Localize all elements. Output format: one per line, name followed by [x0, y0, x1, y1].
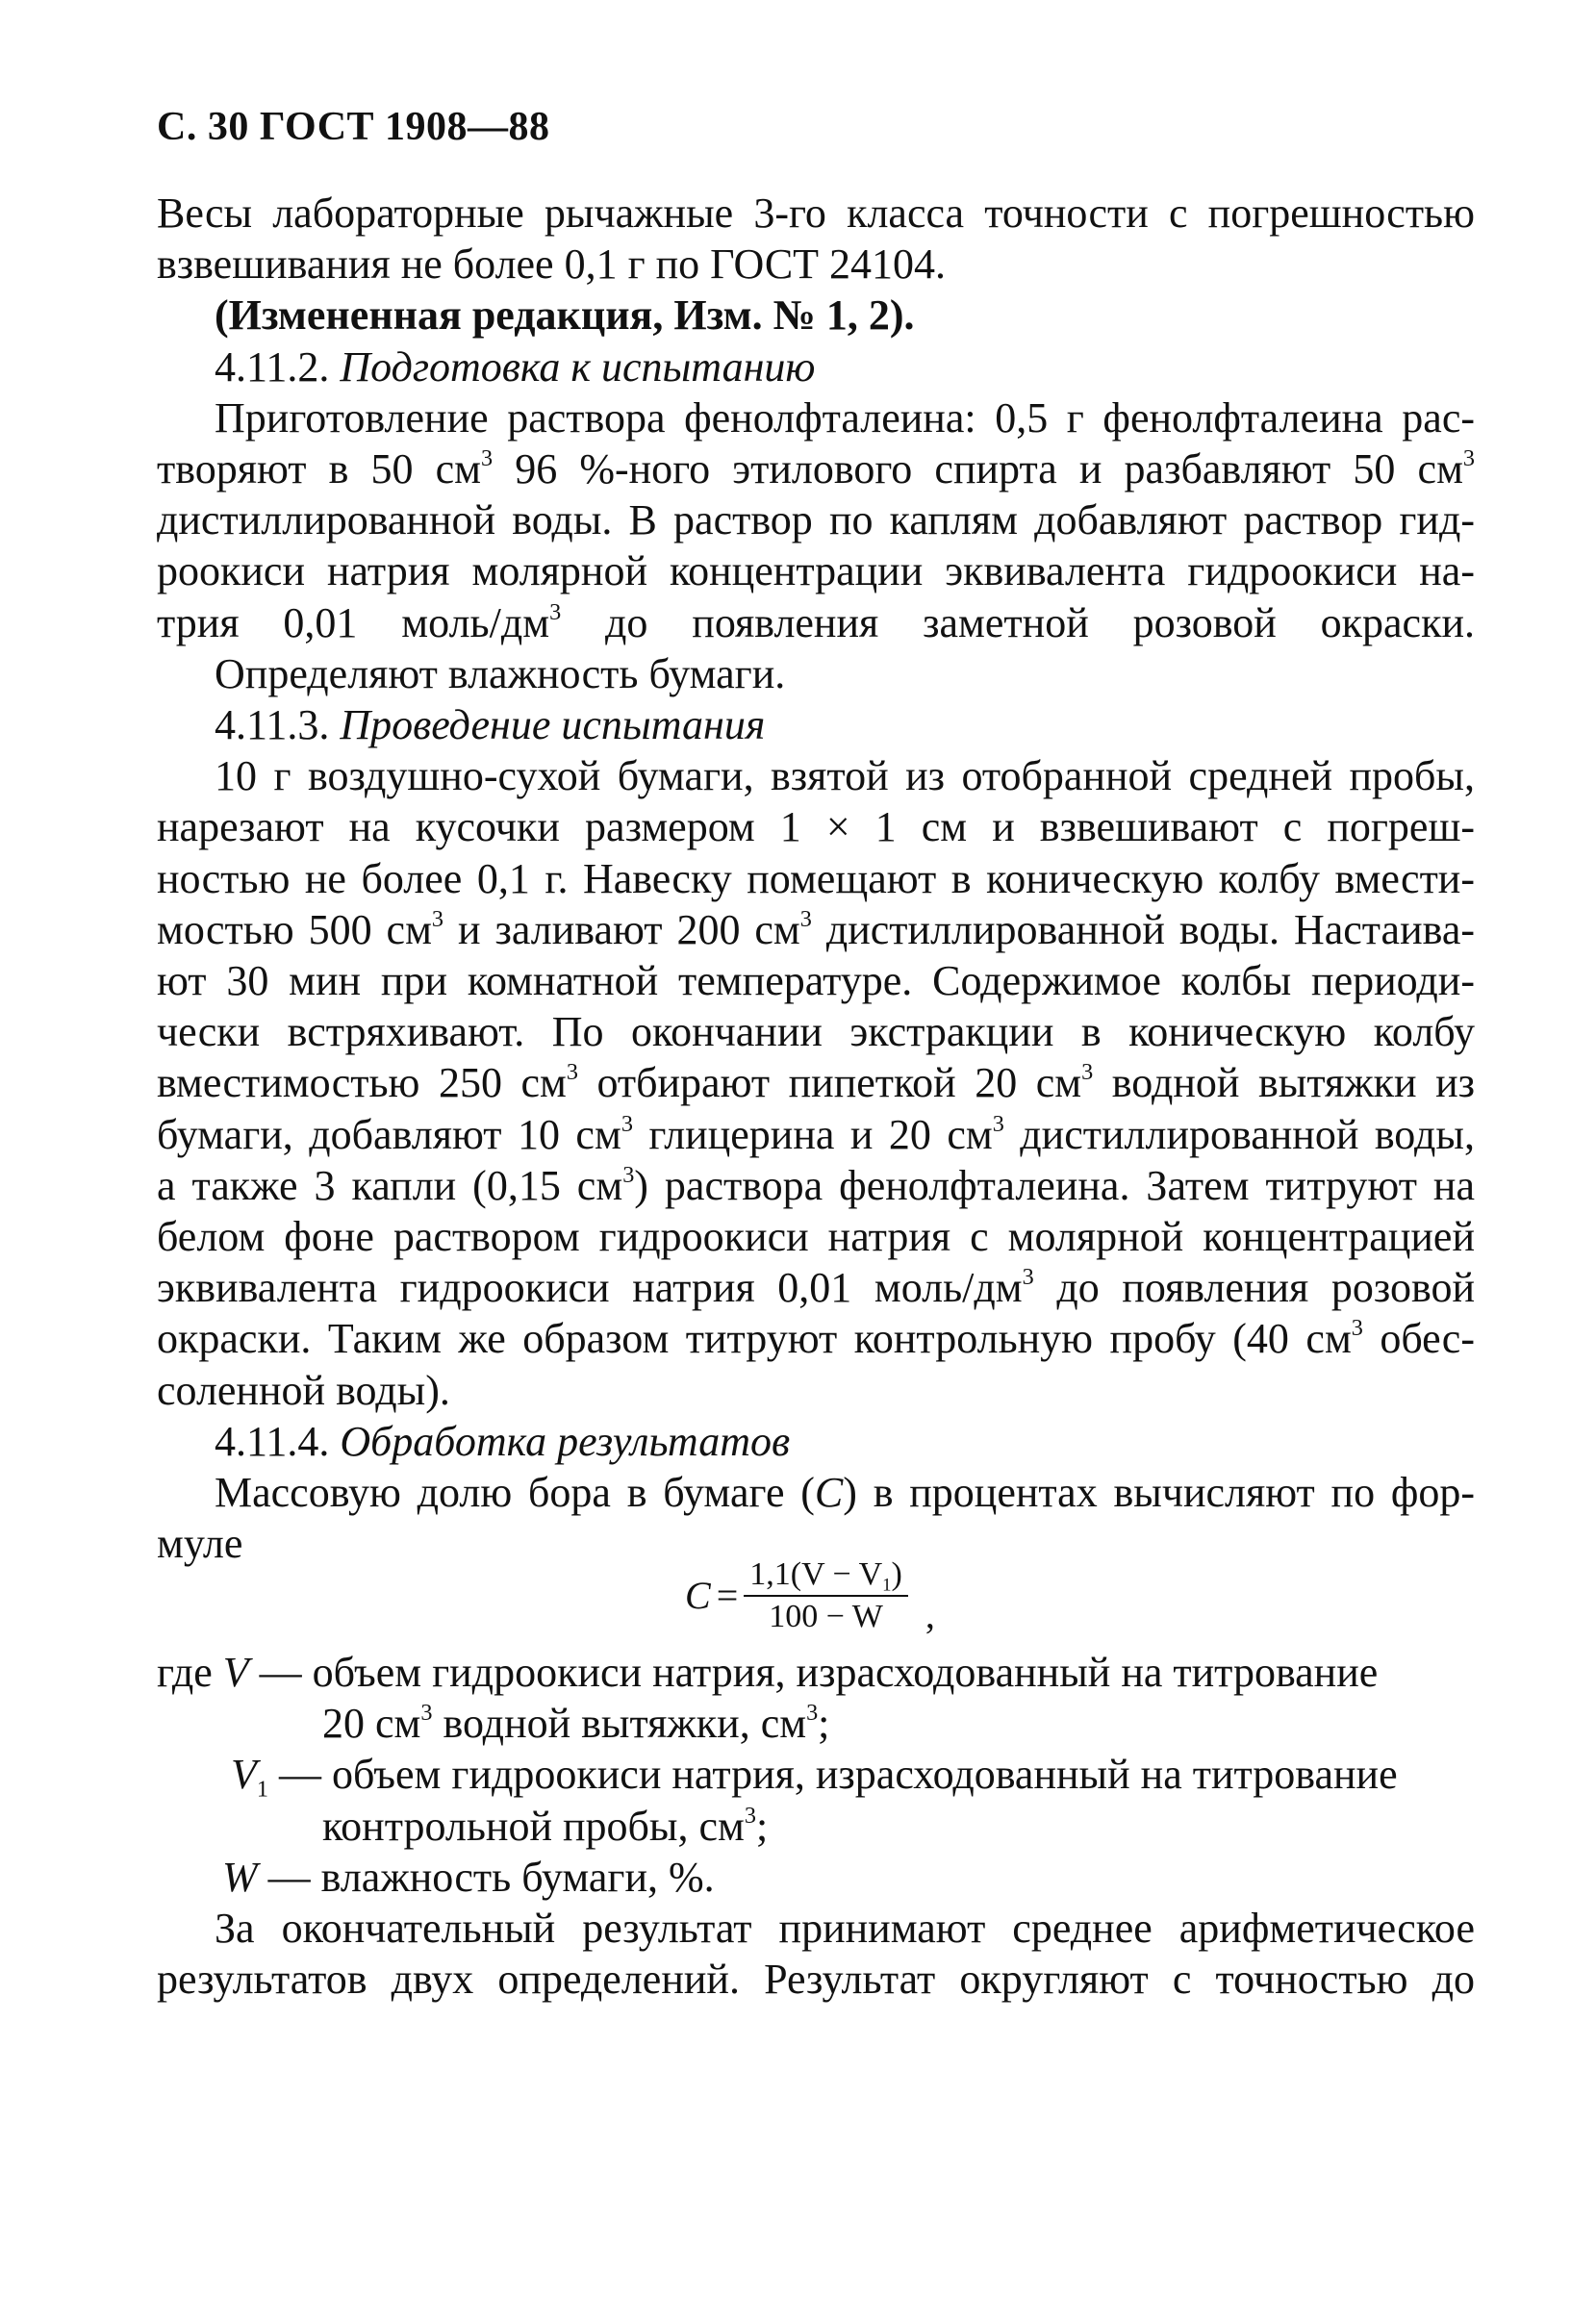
- paragraph-line: Определяют влажность бумаги.: [215, 649, 786, 697]
- paragraph-line: Массовую долю бора в бумаге (C) в процентах вычисляют по фор-: [215, 1469, 1475, 1517]
- paragraph-line: результатов двух определений. Результат округляют с точностью до: [157, 1956, 1475, 2004]
- paragraph-line: белом фоне раствором гидроокиси натрия с молярной концентрацией: [157, 1213, 1475, 1261]
- paragraph-line: эквивалента гидроокиси натрия 0,01 моль/$дм^3$ до появления розовой: [157, 1264, 1475, 1312]
- definition-v1: $V_1$ — объем гидроокиси натрия, израсходованный на титрование: [231, 1751, 1398, 1803]
- closing-text: [157, 1903, 1475, 2005]
- paragraph-line: соленной воды).: [157, 1366, 450, 1414]
- paragraph-line: Весы лабораторные рычажные 3-го класса точности с погрешностью: [157, 189, 1475, 237]
- formula-denominator: 100 − W: [769, 1598, 883, 1634]
- paragraph-line: нарезают на кусочки размером 1 × 1 см и взвешивают с погреш-: [157, 803, 1475, 851]
- page-header: С. 30 ГОСТ 1908—88: [157, 105, 550, 149]
- paragraph-line: 10 г воздушно-сухой бумаги, взятой из отобранной средней пробы,: [215, 752, 1475, 800]
- paragraph-line: взвешивания не более 0,1 г по ГОСТ 24104.: [157, 240, 947, 289]
- paragraph-line: чески встряхивают. По окончании экстракции в коническую колбу: [157, 1008, 1475, 1056]
- definition-v1-cont: контрольной пробы, $см^3$;: [322, 1802, 769, 1850]
- formula-numerator: $1,1(V - V_1)$: [744, 1556, 908, 1597]
- paragraph-line: За окончательный результат принимают среднее арифметическое: [215, 1905, 1475, 1952]
- definition-v: где V — объем гидроокиси натрия, израсходованный на титрование: [157, 1649, 1379, 1696]
- amendment-note: (Измененная редакция, Изм. № 1, 2).: [215, 291, 915, 340]
- section-heading: 4.11.2. Подготовка к испытанию: [215, 342, 816, 391]
- definition-w: W — влажность бумаги, %.: [222, 1853, 715, 1901]
- paragraph-line: муле: [157, 1520, 243, 1568]
- body-text: [157, 188, 1475, 1569]
- definition-v-cont: 20 $см^3$ водной вытяжки, $см^3$;: [322, 1700, 830, 1748]
- section-heading: 4.11.4. Обработка результатов: [215, 1417, 791, 1465]
- paragraph-line: дистиллированной воды. В раствор по каплям добавляют раствор гид-: [157, 496, 1475, 544]
- paragraph-line: а также 3 капли (0,15 $см^3$) раствора фенолфталеина. Затем титруют на: [157, 1161, 1475, 1209]
- boron-formula: C = $\frac{1,1(V - V_1)}{100 - W}$ ,: [685, 1555, 935, 1636]
- formula-fraction: [744, 1556, 908, 1635]
- paragraph-line: трия 0,01 моль/$дм^3$ до появления заметной розовой окраски.: [157, 598, 1475, 646]
- paragraph-line: мостью 500 $см^3$ и заливают 200 $см^3$ дистиллированной воды. Настаива-: [157, 905, 1475, 953]
- paragraph-line: бумаги, добавляют 10 $см^3$ глицерина и 20 $см^3$ дистиллированной воды,: [157, 1110, 1475, 1158]
- formula-definitions: [157, 1647, 1475, 1903]
- paragraph-line: ностью не более 0,1 г. Навеску помещают в коническую колбу вмести-: [157, 854, 1475, 902]
- paragraph-line: ют 30 мин при комнатной температуре. Содержимое колбы периоди-: [157, 957, 1475, 1005]
- paragraph-line: роокиси натрия молярной концентрации эквивалента гидроокиси на-: [157, 547, 1475, 595]
- section-heading: 4.11.3. Проведение испытания: [215, 701, 766, 749]
- paragraph-line: вместимостью 250 $см^3$ отбирают пипеткой 20 $см^3$ водной вытяжки из: [157, 1059, 1475, 1107]
- paragraph-line: Приготовление раствора фенолфталеина: 0,5 г фенолфталеина рас-: [215, 393, 1475, 442]
- paragraph-line: творяют в 50 $см^3$ 96 %-ного этилового спирта и разбавляют 50 $см^3$: [157, 444, 1476, 493]
- paragraph-line: окраски. Таким же образом титруют контрольную пробу (40 $см^3$ обес-: [157, 1315, 1475, 1363]
